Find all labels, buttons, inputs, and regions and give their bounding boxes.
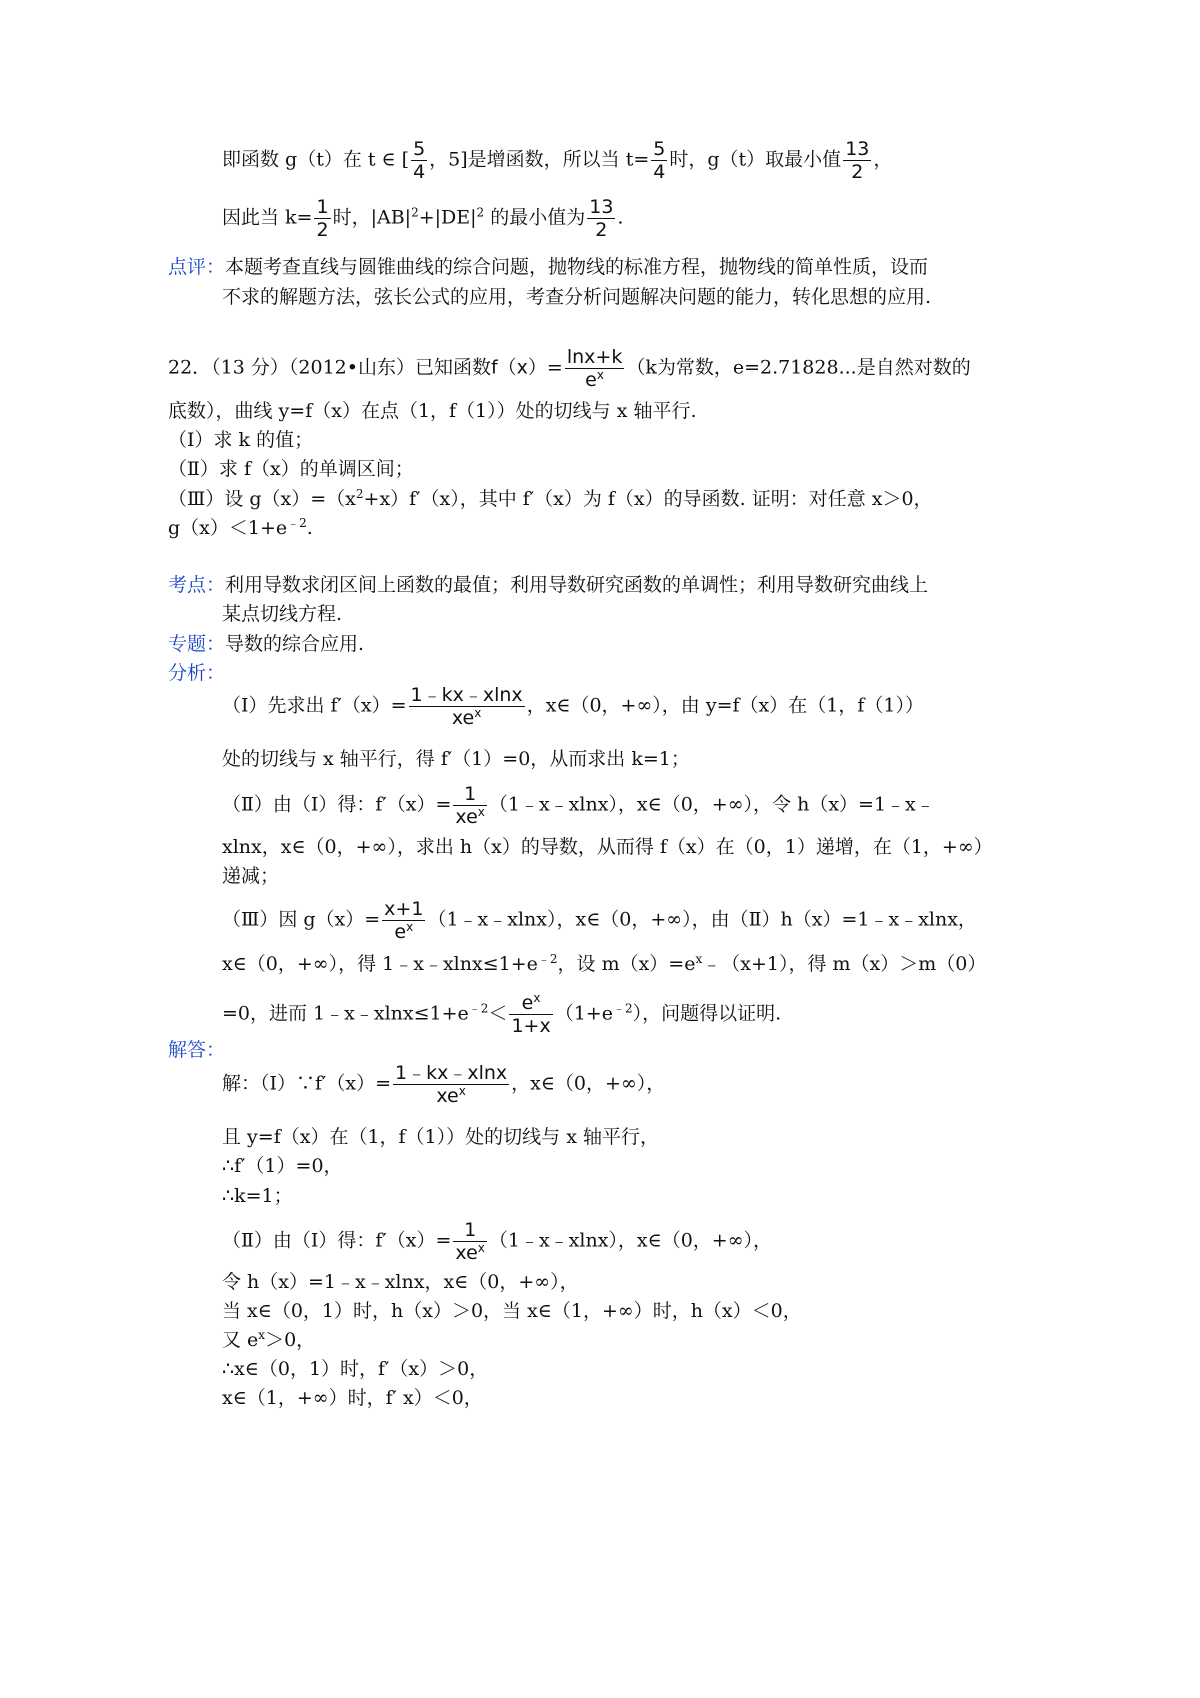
- jieda-line-7: 当 x∈（0，1）时，h（x）＞0，当 x∈（1，+∞）时，h（x）＜0，: [222, 1300, 802, 1322]
- kaodian-line-2: 某点切线方程.: [222, 603, 343, 625]
- jieda-line-3: ∴f′（1）=0，: [222, 1155, 343, 1177]
- problem-statement-line-2: 底数），曲线 y=f（x）在点（1，f（1））处的切线与 x 轴平行.: [168, 400, 697, 422]
- fenxi-line-8: =0，进而 $1﹣x﹣xlnx\le 1+e^{﹣2}<$ $\frac{e^x}{1+x}$ $(1+e^{﹣2})$，问题得以证明.: [222, 991, 782, 1037]
- jieda-line-5: （Ⅱ）由（Ⅰ）得：f′（x）= $\frac{1}{xe^x}$ （1﹣x﹣xlnx），x∈（0，+∞），: [222, 1219, 773, 1264]
- solution-line-min-g: 即函数 g（t）在 t ∈ [ $\frac{5}{4}$ ，5]是增函数，所以当 t= $\frac{5}{4}$ 时，g（t）取最小值 $\frac{13}{2}$ ，: [222, 138, 893, 183]
- fraction-13-2: $\frac{13}{2}$: [589, 196, 614, 241]
- jieda-line-2: 且 y=f（x）在（1，f（1））处的切线与 x 轴平行，: [222, 1126, 659, 1148]
- problem-statement-line-1: 22．（13 分）（2012•山东）已知函数f（x）= $\frac{\ln x+k}{e^x}$ （k为常数，e=2.71828...是自然对数的: [168, 346, 971, 391]
- jieda-line-10: x∈（1，+∞）时，f′ x）＜0，: [222, 1387, 483, 1409]
- fenxi-line-6: （Ⅲ）因 g（x）= $\frac{x+1}{e^x}$ （1﹣x﹣xlnx），x∈（0，+∞），由（Ⅱ）h（x）=1﹣x﹣xlnx，: [222, 898, 977, 943]
- solution-line-min-value: 因此当 k= $\frac{1}{2}$ 时，$|AB|^2+|DE|^2$ 的最小值为 $\frac{13}{2}$ .: [222, 196, 624, 241]
- fraction-x-plus-1-over-ex: $\frac{x+1}{e^x}$: [384, 898, 424, 943]
- fraction-derivative: $\frac{1﹣kx﹣xlnx}{xe^x}$: [395, 1062, 508, 1107]
- fenxi-line-3: （Ⅱ）由（Ⅰ）得：f′（x）= $\frac{1}{xe^x}$ （1﹣x﹣xlnx），x∈（0，+∞），令 h（x）=1﹣x﹣: [222, 783, 935, 828]
- fenxi-line-7: x∈（0，+∞），得 $1﹣x﹣xlnx\le 1+e^{﹣2}$，设 $m(x)=e^x﹣(x+1)$，得 m（x）＞m（0）: [222, 952, 987, 975]
- fenxi-line-2: 处的切线与 x 轴平行，得 f′（1）=0，从而求出 k=1；: [222, 748, 690, 770]
- problem-part-1: （Ⅰ）求 k 的值；: [168, 429, 314, 451]
- problem-part-3: （Ⅲ）设 $g(x)=(x^2+x)f'(x)$，其中 f′（x）为 f（x）的导函数. 证明：对任意 x＞0，: [168, 487, 933, 510]
- fenxi-label: 分析：: [168, 662, 226, 684]
- jieda-line-6: 令 h（x）=1﹣x﹣xlnx，x∈（0，+∞），: [222, 1271, 579, 1293]
- fraction-ex-over-1-plus-x: $\frac{e^x}{1+x}$: [511, 991, 551, 1037]
- fraction-derivative: $\frac{1﹣kx﹣xlnx}{xe^x}$: [410, 684, 523, 729]
- kaodian-line-1: 考点：利用导数求闭区间上函数的最值；利用导数研究函数的单调性；利用导数研究曲线上: [168, 574, 929, 596]
- kaodian-label: 考点：: [168, 574, 226, 596]
- fraction-5-4: $\frac{5}{4}$: [653, 138, 666, 183]
- jieda-line-1: 解：（Ⅰ）∵f′（x）= $\frac{1﹣kx﹣xlnx}{xe^x}$ ，x∈（0，+∞），: [222, 1062, 666, 1107]
- problem-part-2: （Ⅱ）求 f（x）的单调区间；: [168, 458, 414, 480]
- fraction-1-over-xex: $\frac{1}{xe^x}$: [455, 1219, 485, 1264]
- review-line-1: 点评：本题考查直线与圆锥曲线的综合问题，抛物线的标准方程，抛物线的简单性质，设而: [168, 256, 929, 278]
- problem-part-3-cont: $g(x)<1+e^{﹣2}$.: [168, 516, 313, 539]
- fraction-1-over-xex: $\frac{1}{xe^x}$: [455, 783, 485, 828]
- zhuanti-line: 专题：导数的综合应用.: [168, 633, 365, 655]
- jieda-label: 解答：: [168, 1039, 226, 1061]
- fenxi-line-4: xlnx，x∈（0，+∞），求出 h（x）的导数，从而得 f（x）在（0，1）递增，在（1，+∞）: [222, 836, 993, 858]
- fenxi-line-1: （Ⅰ）先求出 f′（x）= $\frac{1﹣kx﹣xlnx}{xe^x}$ ，x∈（0，+∞），由 y=f（x）在（1，f（1））: [222, 684, 924, 729]
- jieda-line-8: 又 $e^x>0$，: [222, 1328, 316, 1351]
- review-label: 点评：: [168, 256, 226, 278]
- fraction-f-definition: $\frac{\ln x+k}{e^x}$: [566, 346, 623, 391]
- jieda-line-9: ∴x∈（0，1）时，f′（x）＞0，: [222, 1358, 489, 1380]
- review-line-2: 不求的解题方法，弦长公式的应用，考查分析问题解决问题的能力，转化思想的应用.: [222, 286, 932, 308]
- fraction-5-4: $\frac{5}{4}$: [413, 138, 426, 183]
- zhuanti-label: 专题：: [168, 633, 226, 655]
- fenxi-line-5: 递减；: [222, 865, 280, 887]
- fraction-1-2: $\frac{1}{2}$: [316, 196, 329, 241]
- jieda-line-4: ∴k=1；: [222, 1185, 293, 1207]
- fraction-13-2: $\frac{13}{2}$: [845, 138, 870, 183]
